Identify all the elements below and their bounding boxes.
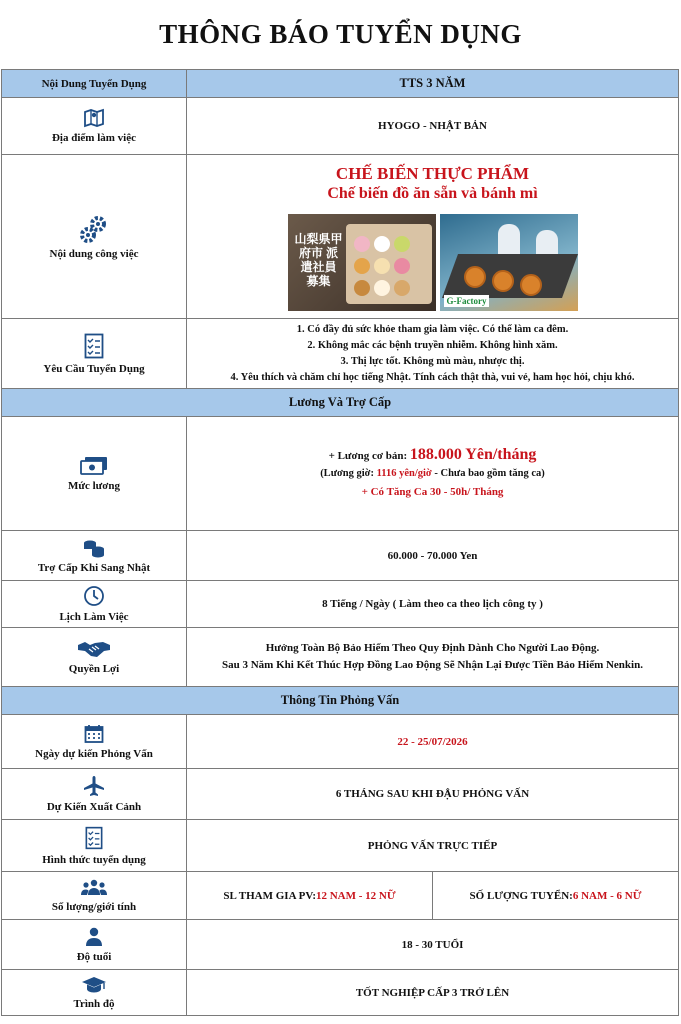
- row-allowance: [2, 530, 678, 580]
- job-photos: [288, 214, 578, 311]
- departure-value: 6 THÁNG SAU KHI ĐẬU PHỎNG VẤN: [335, 788, 530, 800]
- header-right: TTS 3 NĂM: [399, 76, 466, 90]
- quantity-interview-value: 12 NAM - 12 NỮ: [315, 889, 396, 902]
- benefits-line-2: Sau 3 Năm Khi Kết Thúc Hợp Đồng Lao Động Sẽ Nhận Lại Được Tiền Bảo Hiểm Nenkin.: [222, 659, 643, 671]
- education-label: Trình độ: [73, 997, 115, 1010]
- benefits-content: [187, 628, 678, 686]
- money-icon: [80, 456, 108, 476]
- quantity-hire-cell: [433, 872, 678, 919]
- header-left: Nội Dung Tuyển Dụng: [2, 70, 187, 97]
- row-education: [2, 969, 678, 1016]
- location-value: HYOGO - NHẬT BẢN: [378, 120, 487, 132]
- photo-japanese-text: 山梨県甲府市 派遣社員 募集: [294, 231, 343, 288]
- row-schedule: [2, 580, 678, 627]
- factory-logo: G-Factory: [444, 295, 490, 307]
- benefits-label: Quyền Lợi: [68, 663, 120, 675]
- salary-hourly-line: [320, 465, 545, 483]
- row-age: [2, 919, 678, 969]
- quantity-label: Số lượng/giới tính: [51, 900, 137, 913]
- graduation-cap-icon: [81, 976, 107, 994]
- row-benefits: [2, 627, 678, 686]
- food-box-photo: [288, 214, 436, 311]
- row-location: [2, 97, 678, 154]
- handshake-icon: [77, 639, 111, 659]
- job-label: Nội dung công việc: [49, 247, 139, 260]
- salary-content: [187, 417, 678, 530]
- form-label: Hình thức tuyển dụng: [42, 853, 146, 866]
- schedule-value: 8 Tiếng / Ngày ( Làm theo ca theo lịch công ty ): [322, 598, 543, 610]
- location-label-cell: [2, 98, 187, 154]
- row-departure: [2, 768, 678, 819]
- gears-icon: [79, 214, 109, 244]
- page-title: THÔNG BÁO TUYỂN DỤNG: [159, 19, 522, 49]
- salary-label: Mức lương: [68, 479, 120, 492]
- benefits-line-1: Hưởng Toàn Bộ Bảo Hiểm Theo Quy Định Dành Cho Người Lao Động.: [265, 642, 600, 654]
- row-salary: [2, 416, 678, 530]
- requirement-item: 1. Có đầy đủ sức khỏe tham gia làm việc. Có thể làm ca đêm.: [296, 323, 569, 335]
- checklist-icon: [84, 333, 104, 359]
- salary-hourly-open: (Lương giờ:: [320, 468, 377, 479]
- quantity-hire-prefix: SỐ LƯỢNG TUYỂN:: [469, 889, 573, 902]
- interview-date-label-cell: [2, 715, 187, 768]
- section-interview-band: Thông Tin Phỏng Vấn: [2, 686, 678, 714]
- allowance-value: 60.000 - 70.000 Yen: [387, 549, 478, 562]
- allowance-label: Trợ Cấp Khi Sang Nhật: [37, 561, 151, 574]
- plane-icon: [83, 775, 105, 797]
- section-salary-band: Lương Và Trợ Cấp: [2, 388, 678, 416]
- recruitment-table: [1, 69, 679, 1016]
- age-value: 18 - 30 TUỔI: [401, 938, 464, 951]
- interview-date-label: Ngày dự kiến Phỏng Vấn: [35, 747, 153, 760]
- interview-date-value: 22 - 25/07/2026: [397, 735, 468, 748]
- requirement-item: 3. Thị lực tốt. Không mù màu, nhược thị.: [340, 355, 525, 367]
- checklist-icon: [85, 826, 103, 850]
- job-title: CHẾ BIẾN THỰC PHẨM: [335, 163, 530, 183]
- allowance-label-cell: [2, 531, 187, 580]
- location-label: Địa điểm làm việc: [51, 132, 136, 144]
- calendar-icon: [84, 724, 104, 744]
- salary-hourly-close: - Chưa bao gồm tăng ca): [431, 468, 545, 479]
- row-quantity: [2, 871, 678, 919]
- schedule-label: Lịch Làm Việc: [59, 611, 129, 623]
- table-header: [2, 69, 678, 97]
- requirements-label-cell: [2, 319, 187, 388]
- form-label-cell: [2, 820, 187, 871]
- salary-hourly-value: 1116 yên/giờ: [376, 468, 432, 479]
- requirement-item: 2. Không mắc các bệnh truyền nhiễm. Không hình xăm.: [307, 339, 558, 351]
- salary-overtime: + Có Tăng Ca 30 - 50h/ Tháng: [361, 486, 504, 498]
- job-content: [187, 155, 678, 318]
- coins-icon: [82, 538, 106, 558]
- quantity-label-cell: [2, 872, 187, 919]
- education-value: TỐT NGHIỆP CẤP 3 TRỞ LÊN: [355, 986, 510, 999]
- clock-icon: [83, 585, 105, 607]
- factory-photo: [440, 214, 578, 311]
- age-label-cell: [2, 920, 187, 969]
- requirements-label: Yêu Cầu Tuyển Dụng: [43, 362, 145, 375]
- job-label-cell: [2, 155, 187, 318]
- quantity-split: [187, 872, 678, 919]
- row-interview-date: [2, 714, 678, 768]
- quantity-hire-value: 6 NAM - 6 NỮ: [572, 889, 642, 902]
- row-form: [2, 819, 678, 871]
- salary-base-value: 188.000 Yên/tháng: [409, 446, 537, 463]
- age-label: Độ tuổi: [76, 950, 112, 963]
- map-icon: [83, 108, 105, 128]
- departure-label: Dự Kiến Xuất Cảnh: [46, 801, 142, 813]
- requirements-list: [187, 319, 678, 388]
- group-icon: [81, 879, 107, 897]
- requirement-item: 4. Yêu thích và chăm chỉ học tiếng Nhật. Tính cách thật thà, vui vẻ, ham học hỏi, chịu khó.: [230, 371, 635, 383]
- benefits-label-cell: [2, 628, 187, 686]
- departure-label-cell: [2, 769, 187, 819]
- education-label-cell: [2, 970, 187, 1015]
- row-requirements: [2, 318, 678, 388]
- quantity-interview-prefix: SL THAM GIA PV:: [223, 889, 316, 902]
- salary-base-prefix: + Lương cơ bản:: [328, 450, 410, 462]
- salary-label-cell: [2, 417, 187, 530]
- quantity-interview-cell: [187, 872, 433, 919]
- job-subtitle: Chế biến đồ ăn sẵn và bánh mì: [327, 184, 538, 202]
- schedule-label-cell: [2, 581, 187, 627]
- form-value: PHỎNG VẤN TRỰC TIẾP: [367, 839, 498, 852]
- person-icon: [85, 927, 103, 947]
- salary-base-line: [329, 446, 537, 465]
- row-job: [2, 154, 678, 318]
